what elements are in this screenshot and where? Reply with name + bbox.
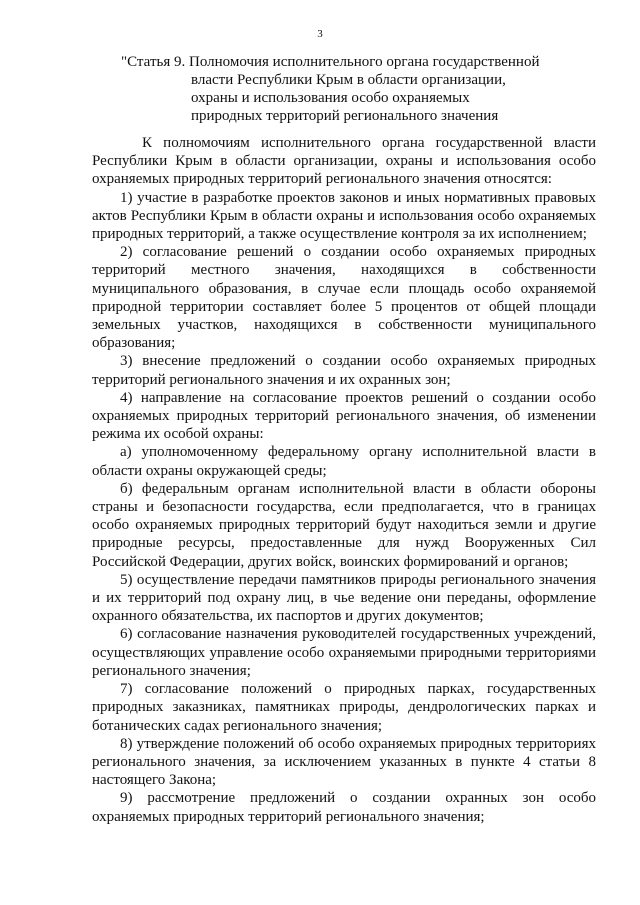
page-number: 3 xyxy=(317,28,323,40)
list-item-7: 7) согласование положений о природных парках, государственных природных заказниках, памятниках природы, дендрологических парках и ботанических садах регионального значения; xyxy=(92,681,596,734)
list-item-2: 2) согласование решений о создании особо охраняемых природных территорий местного значения, находящихся в собственности муниципального образования, в случае если площадь особо охраняемой природной территории составляет более 5 процентов от общей площади земельных участков, находящихся в собственности муниципального образования; xyxy=(92,244,596,352)
article-heading-line: "Статья 9. Полномочия исполнительного органа государственной xyxy=(121,54,540,70)
list-item-1: 1) участие в разработке проектов законов и иных нормативных правовых актов Республики Крым в области охраны и использования особо охраняемых природных территорий, а также осуществление контроля за их исполнением; xyxy=(92,189,596,243)
intro-paragraph: К полномочиям исполнительного органа государственной власти Республики Крым в области организации, охраны и использования особо охраняемых природных территорий регионального значения относятся: xyxy=(92,135,596,188)
article-heading-line: природных территорий регионального значения xyxy=(191,108,499,124)
sub-item-a: а) уполномоченному федеральному органу исполнительной власти в области охраны окружающей среды; xyxy=(92,444,596,479)
list-item-4: 4) направление на согласование проектов решений о создании особо охраняемых природных территорий регионального значения, об изменении режима их особой охраны: xyxy=(92,389,596,443)
list-item-8: 8) утверждение положений об особо охраняемых природных территориях регионального значения, за исключением указанных в пункте 4 статьи 8 настоящего Закона; xyxy=(92,735,596,789)
list-item-3: 3) внесение предложений о создании особо охраняемых природных территорий регионального значения и их охранных зон; xyxy=(92,353,596,388)
article-heading-line: охраны и использования особо охраняемых xyxy=(191,90,470,106)
sub-item-b: б) федеральным органам исполнительной власти в области обороны страны и безопасности государства, если предполагается, что в границах особо охраняемых природных территорий будут находиться земли и другие природные ресурсы, предоставленные для нужд Вооруженных Сил Российской Федерации, других войск, воинских формирований и органов; xyxy=(92,480,596,570)
article-body xyxy=(92,134,596,826)
list-item-6: 6) согласование назначения руководителей государственных учреждений, осуществляющих управление особо охраняемыми природными территориями регионального значения; xyxy=(92,626,596,679)
list-item-9: 9) рассмотрение предложений о создании охранных зон особо охраняемых природных территорий регионального значения; xyxy=(92,790,596,825)
article-heading xyxy=(121,53,561,125)
article-heading-line: власти Республики Крым в области организации, xyxy=(191,72,506,88)
list-item-5: 5) осуществление передачи памятников природы регионального значения и их территорий под охрану лиц, в чье ведение они переданы, оформление охранного обязательства, их паспортов и других документов; xyxy=(92,571,596,625)
